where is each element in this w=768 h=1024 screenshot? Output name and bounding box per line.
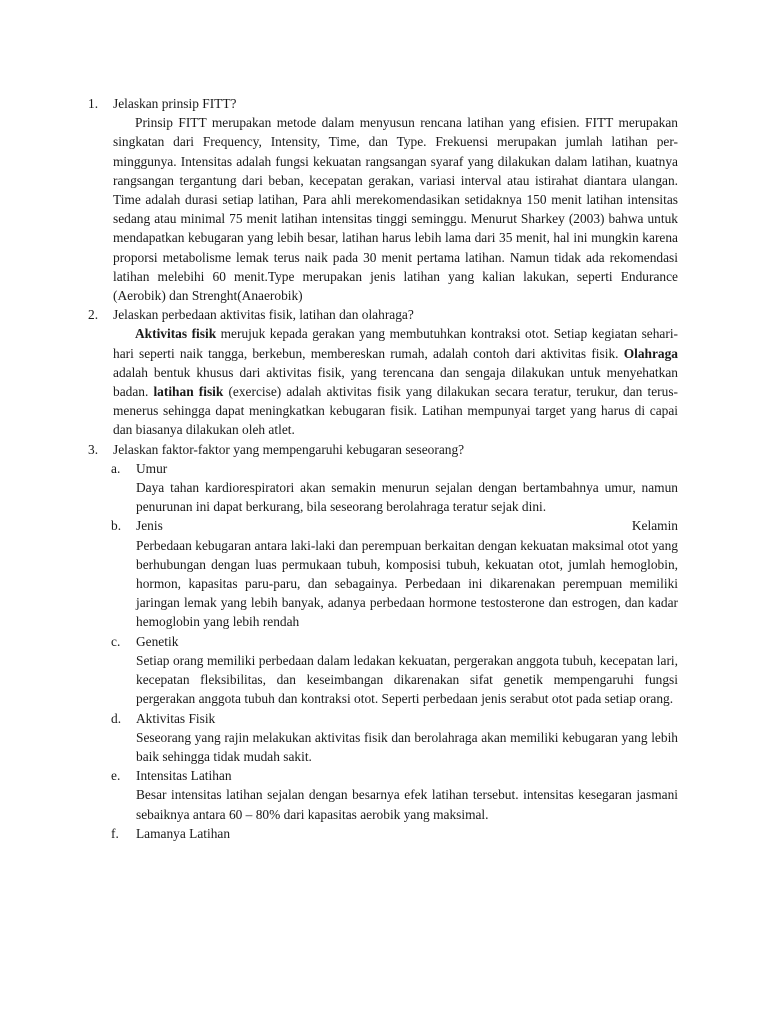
factor-name-left: Jenis [136, 518, 163, 534]
question-title: Jelaskan perbedaan aktivitas fisik, latihan dan olahraga? [113, 307, 414, 323]
answer-paragraph [113, 324, 678, 439]
answer-text: merujuk kepada gerakan yang membutuhkan kontraksi otot. Setiap kegiatan sehari-hari seperti naik tangga, berkebun, membereskan rumah, adalah contoh dari aktivitas fisik. [113, 326, 678, 361]
factor-intensitas-latihan [88, 766, 678, 824]
answer-paragraph: Prinsip FITT merupakan metode dalam menyusun rencana latihan yang efisien. FITT merupakan singkatan dari Frequency, Intensity, Time, dan Type. Frekuensi merupakan jumlah latihan per-minggunya. Intensitas adalah fungsi kekuatan rangsangan syaraf yang dilakukan dalam latihan, kuatnya rangsangan tergantung dari beban, kecepatan gerakan, variasi interval atau istirahat diantara ulangan. Time adalah durasi setiap latihan, Para ahli merekomendasikan setidaknya 150 menit latihan intensitas sedang atau minimal 75 menit latihan intensitas tinggi seminggu. Menurut Sharkey (2003) bahwa untuk mendapatkan kebugaran yang lebih besar, latihan harus lebih lama dari 35 menit, hal ini mungkin karena proporsi metabolisme lemak terus naik pada 30 menit pertama latihan. Namun tidak ada rekomendasi latihan melebihi 60 menit.Type merupakan jenis latihan yang kalian lakukan, seperti Endurance (Aerobik) dan Strenght(Anaerobik) [113, 115, 678, 304]
question-number: 1. [88, 96, 99, 111]
question-title: Jelaskan prinsip FITT? [113, 96, 237, 111]
factor-umur [88, 459, 678, 517]
factor-name: Umur [136, 460, 168, 476]
factor-letter: e. [111, 768, 121, 784]
answer-text: (exercise) adalah aktivitas fisik yang dilakukan secara teratur, terukur, dan terus-menerus sehingga dapat meningkatkan kebugaran fisik. Latihan mempunyai target yang harus di capai dan biasanya dilakukan oleh atlet. [113, 384, 678, 438]
factor-description: Seseorang yang rajin melakukan aktivitas fisik dan berolahraga akan memiliki kebugaran yang lebih baik sehingga tidak mudah sakit. [136, 729, 678, 764]
document-content [88, 94, 678, 843]
factor-letter: b. [111, 518, 122, 534]
factor-description: Daya tahan kardiorespiratori akan semakin menurun sejalan dengan bertambahnya umur, namun penurunan ini dapat berkurang, bila seseorang berolahraga teratur sejak dini. [136, 480, 678, 515]
factor-description: Besar intensitas latihan sejalan dengan besarnya efek latihan tersebut. intensitas kesegaran jasmani sebaiknya antara 60 – 80% dari kapasitas aerobik yang maksimal. [136, 787, 678, 822]
factor-aktivitas-fisik [88, 709, 678, 767]
factor-letter: d. [111, 710, 122, 726]
answer-text: adalah bentuk khusus dari aktivitas fisik, yang terencana dan sengaja dilakukan untuk menyehatkan badan. [113, 364, 678, 400]
factor-letter: a. [111, 460, 121, 476]
term-aktivitas-fisik: Aktivitas fisik [135, 326, 217, 342]
term-latihan-fisik: latihan fisik [153, 384, 224, 400]
factor-name-right: Kelamin [631, 518, 678, 534]
factor-name: Genetik [136, 633, 179, 649]
factor-letter: f. [111, 825, 119, 841]
factor-name: Lamanya Latihan [136, 825, 231, 841]
question-3 [88, 440, 678, 459]
term-olahraga: Olahraga [623, 345, 678, 361]
question-2 [88, 305, 678, 439]
factor-lamanya-latihan [88, 824, 678, 843]
factor-letter: c. [111, 633, 121, 649]
factor-name: Intensitas Latihan [136, 768, 232, 784]
question-number: 3. [88, 441, 99, 457]
question-number: 2. [88, 307, 99, 323]
question-1 [88, 94, 678, 305]
factor-name [136, 516, 678, 535]
factor-genetik [88, 632, 678, 709]
factor-name: Aktivitas Fisik [136, 710, 216, 726]
question-title: Jelaskan faktor-faktor yang mempengaruhi kebugaran seseorang? [113, 441, 465, 457]
factor-description: Setiap orang memiliki perbedaan dalam ledakan kekuatan, pergerakan anggota tubuh, kecepatan lari, kecepatan fleksibilitas, dan keseimbangan dikarenakan sifat genetik mempengaruhi fungsi pergerakan anggota tubuh dan kontraksi otot. Seperti perbedaan jenis serabut otot pada setiap orang. [136, 652, 678, 707]
factor-jenis-kelamin [88, 516, 678, 631]
factor-description: Perbedaan kebugaran antara laki-laki dan perempuan berkaitan dengan kekuatan maksimal otot yang berhubungan dengan luas permukaan tubuh, komposisi tubuh, kekuatan otot, jumlah hemoglobin, hormon, kapasitas paru-paru, dan sebagainya. Perbedaan ini dikarenakan perempuan memiliki jaringan lemak yang lebih banyak, adanya perbedaan hormone testosterone dan estrogen, dan kadar hemoglobin yang lebih rendah [136, 537, 678, 630]
